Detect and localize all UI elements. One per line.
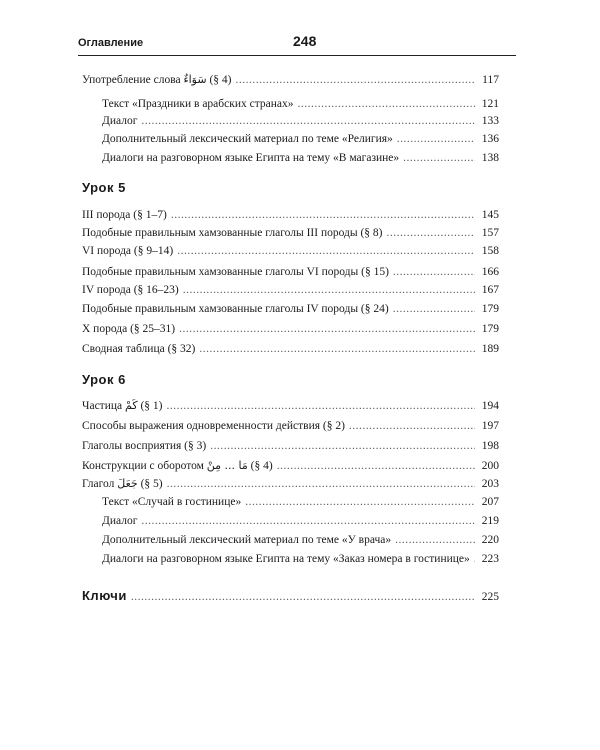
toc-entry-title: Глагол جَعَلَ (§ 5) [82,477,163,490]
dot-leader [167,475,475,493]
dot-leader [179,320,475,338]
toc-entry[interactable] [102,95,499,113]
toc-entry[interactable] [102,112,499,130]
toc-entry-title: Сводная таблица (§ 32) [82,343,196,355]
toc-entry-title: Дополнительный лексический материал по теме «Религия» [102,133,393,145]
toc-entry[interactable] [82,71,499,89]
dot-leader [199,340,475,358]
toc-entry[interactable] [102,531,499,549]
toc-entry[interactable] [102,550,499,568]
dot-leader [177,242,475,260]
dot-leader [474,550,475,568]
toc-entry-page: 223 [481,553,499,565]
toc-entry-page: 179 [481,323,499,335]
toc-entry-page: 220 [481,534,499,546]
toc-entry-page: 136 [481,133,499,145]
dot-leader [171,206,475,224]
toc-entry[interactable] [82,397,499,415]
dot-leader [397,130,475,148]
toc-entry[interactable] [82,320,499,338]
toc-entry-page: 117 [482,74,499,86]
toc-entry-page: 157 [481,227,499,239]
toc-entry-page: 167 [481,284,499,296]
dot-leader [403,149,475,167]
dot-leader [183,281,475,299]
toc-entry[interactable] [102,130,499,148]
toc-entry-title: Глаголы восприятия (§ 3) [82,440,207,452]
toc-entry-title: Дополнительный лексический материал по теме «У врача» [102,534,392,546]
toc-entry-title: Частица كَمْ (§ 1) [82,399,163,412]
toc-entry[interactable] [82,437,499,455]
dot-leader [141,512,475,530]
toc-entry-title: X порода (§ 25–31) [82,323,176,335]
toc-entry-page: 166 [481,266,499,278]
page-header [78,33,516,56]
toc-entry[interactable] [82,206,499,224]
dot-leader [298,95,476,113]
toc-entry-page: 219 [481,515,499,527]
dot-leader [395,531,475,549]
toc-entry-page: 158 [481,245,499,257]
toc-entry-title: VI порода (§ 9–14) [82,245,174,257]
arabic-word: جَعَلَ [117,477,138,490]
toc-entry[interactable] [102,493,499,511]
toc-entry-page: 121 [481,98,499,110]
lesson-heading: Урок 5 [82,180,126,195]
dot-leader [277,457,475,475]
lesson-heading: Урок 6 [82,372,126,387]
toc-entry-title: Диалоги на разговорном языке Египта на тему «В магазине» [102,152,400,164]
toc-entry-title: Подобные правильным хамзованные глаголы III породы (§ 8) [82,227,383,239]
toc-entry-title: Диалоги на разговорном языке Египта на тему «Заказ номера в гостинице» [102,553,470,565]
dot-leader [245,493,475,511]
toc-entry-keys[interactable] [82,587,499,605]
toc-entry-title: Диалог [102,115,138,127]
arabic-word: كَمْ [125,399,138,412]
dot-leader [393,300,475,318]
toc-entry-title: Текст «Случай в гостинице» [102,496,242,508]
toc-entry[interactable] [82,263,499,281]
toc-entry-title: IV порода (§ 16–23) [82,284,179,296]
toc-entry-page: 197 [481,420,499,432]
toc-entry-title: III порода (§ 1–7) [82,209,167,221]
toc-entry-title: Текст «Праздники в арабских странах» [102,98,294,110]
toc-entry[interactable] [82,457,499,475]
toc-entry-page: 133 [481,115,499,127]
toc-entry[interactable] [82,242,499,260]
running-head: Оглавление [78,37,144,49]
toc-entry-page: 200 [481,460,499,472]
dot-leader [141,112,475,130]
toc-entry-title: Диалог [102,515,138,527]
dot-leader [131,588,475,606]
arabic-word: سَوَاءٌ [183,73,207,86]
dot-leader [210,437,475,455]
dot-leader [349,417,475,435]
toc-entry-page: 189 [481,343,499,355]
toc-entry-page: 179 [481,303,499,315]
dot-leader [236,71,475,89]
toc-entry-page: 138 [481,152,499,164]
toc-entry-page: 194 [481,400,499,412]
toc-entry-page: 145 [481,209,499,221]
toc-entry-page: 225 [481,591,499,603]
toc-entry-page: 207 [481,496,499,508]
toc-entry-title: Ключи [82,588,127,603]
toc-entry-page: 198 [481,440,499,452]
page-number: 248 [293,33,317,49]
toc-entry[interactable] [82,300,499,318]
toc-entry-page: 203 [481,478,499,490]
toc-entry-title: Подобные правильным хамзованные глаголы VI породы (§ 15) [82,266,389,278]
toc-entry[interactable] [102,149,499,167]
dot-leader [393,263,475,281]
toc-entry[interactable] [82,281,499,299]
toc-entry[interactable] [82,417,499,435]
toc-entry-title: Конструкции с оборотом مَا ... مِنْ (§ 4) [82,459,273,472]
arabic-word: مَا ... مِنْ [206,459,248,472]
dot-leader [166,397,475,415]
toc-entry-title: Способы выражения одновременности действия (§ 2) [82,420,345,432]
toc-entry-title: Подобные правильным хамзованные глаголы IV породы (§ 24) [82,303,389,315]
dot-leader [387,224,475,242]
toc-entry[interactable] [82,475,499,493]
toc-entry[interactable] [82,224,499,242]
toc-entry[interactable] [82,340,499,358]
toc-entry[interactable] [102,512,499,530]
toc-entry-title: Употребление слова سَوَاءٌ (§ 4) [82,73,232,86]
